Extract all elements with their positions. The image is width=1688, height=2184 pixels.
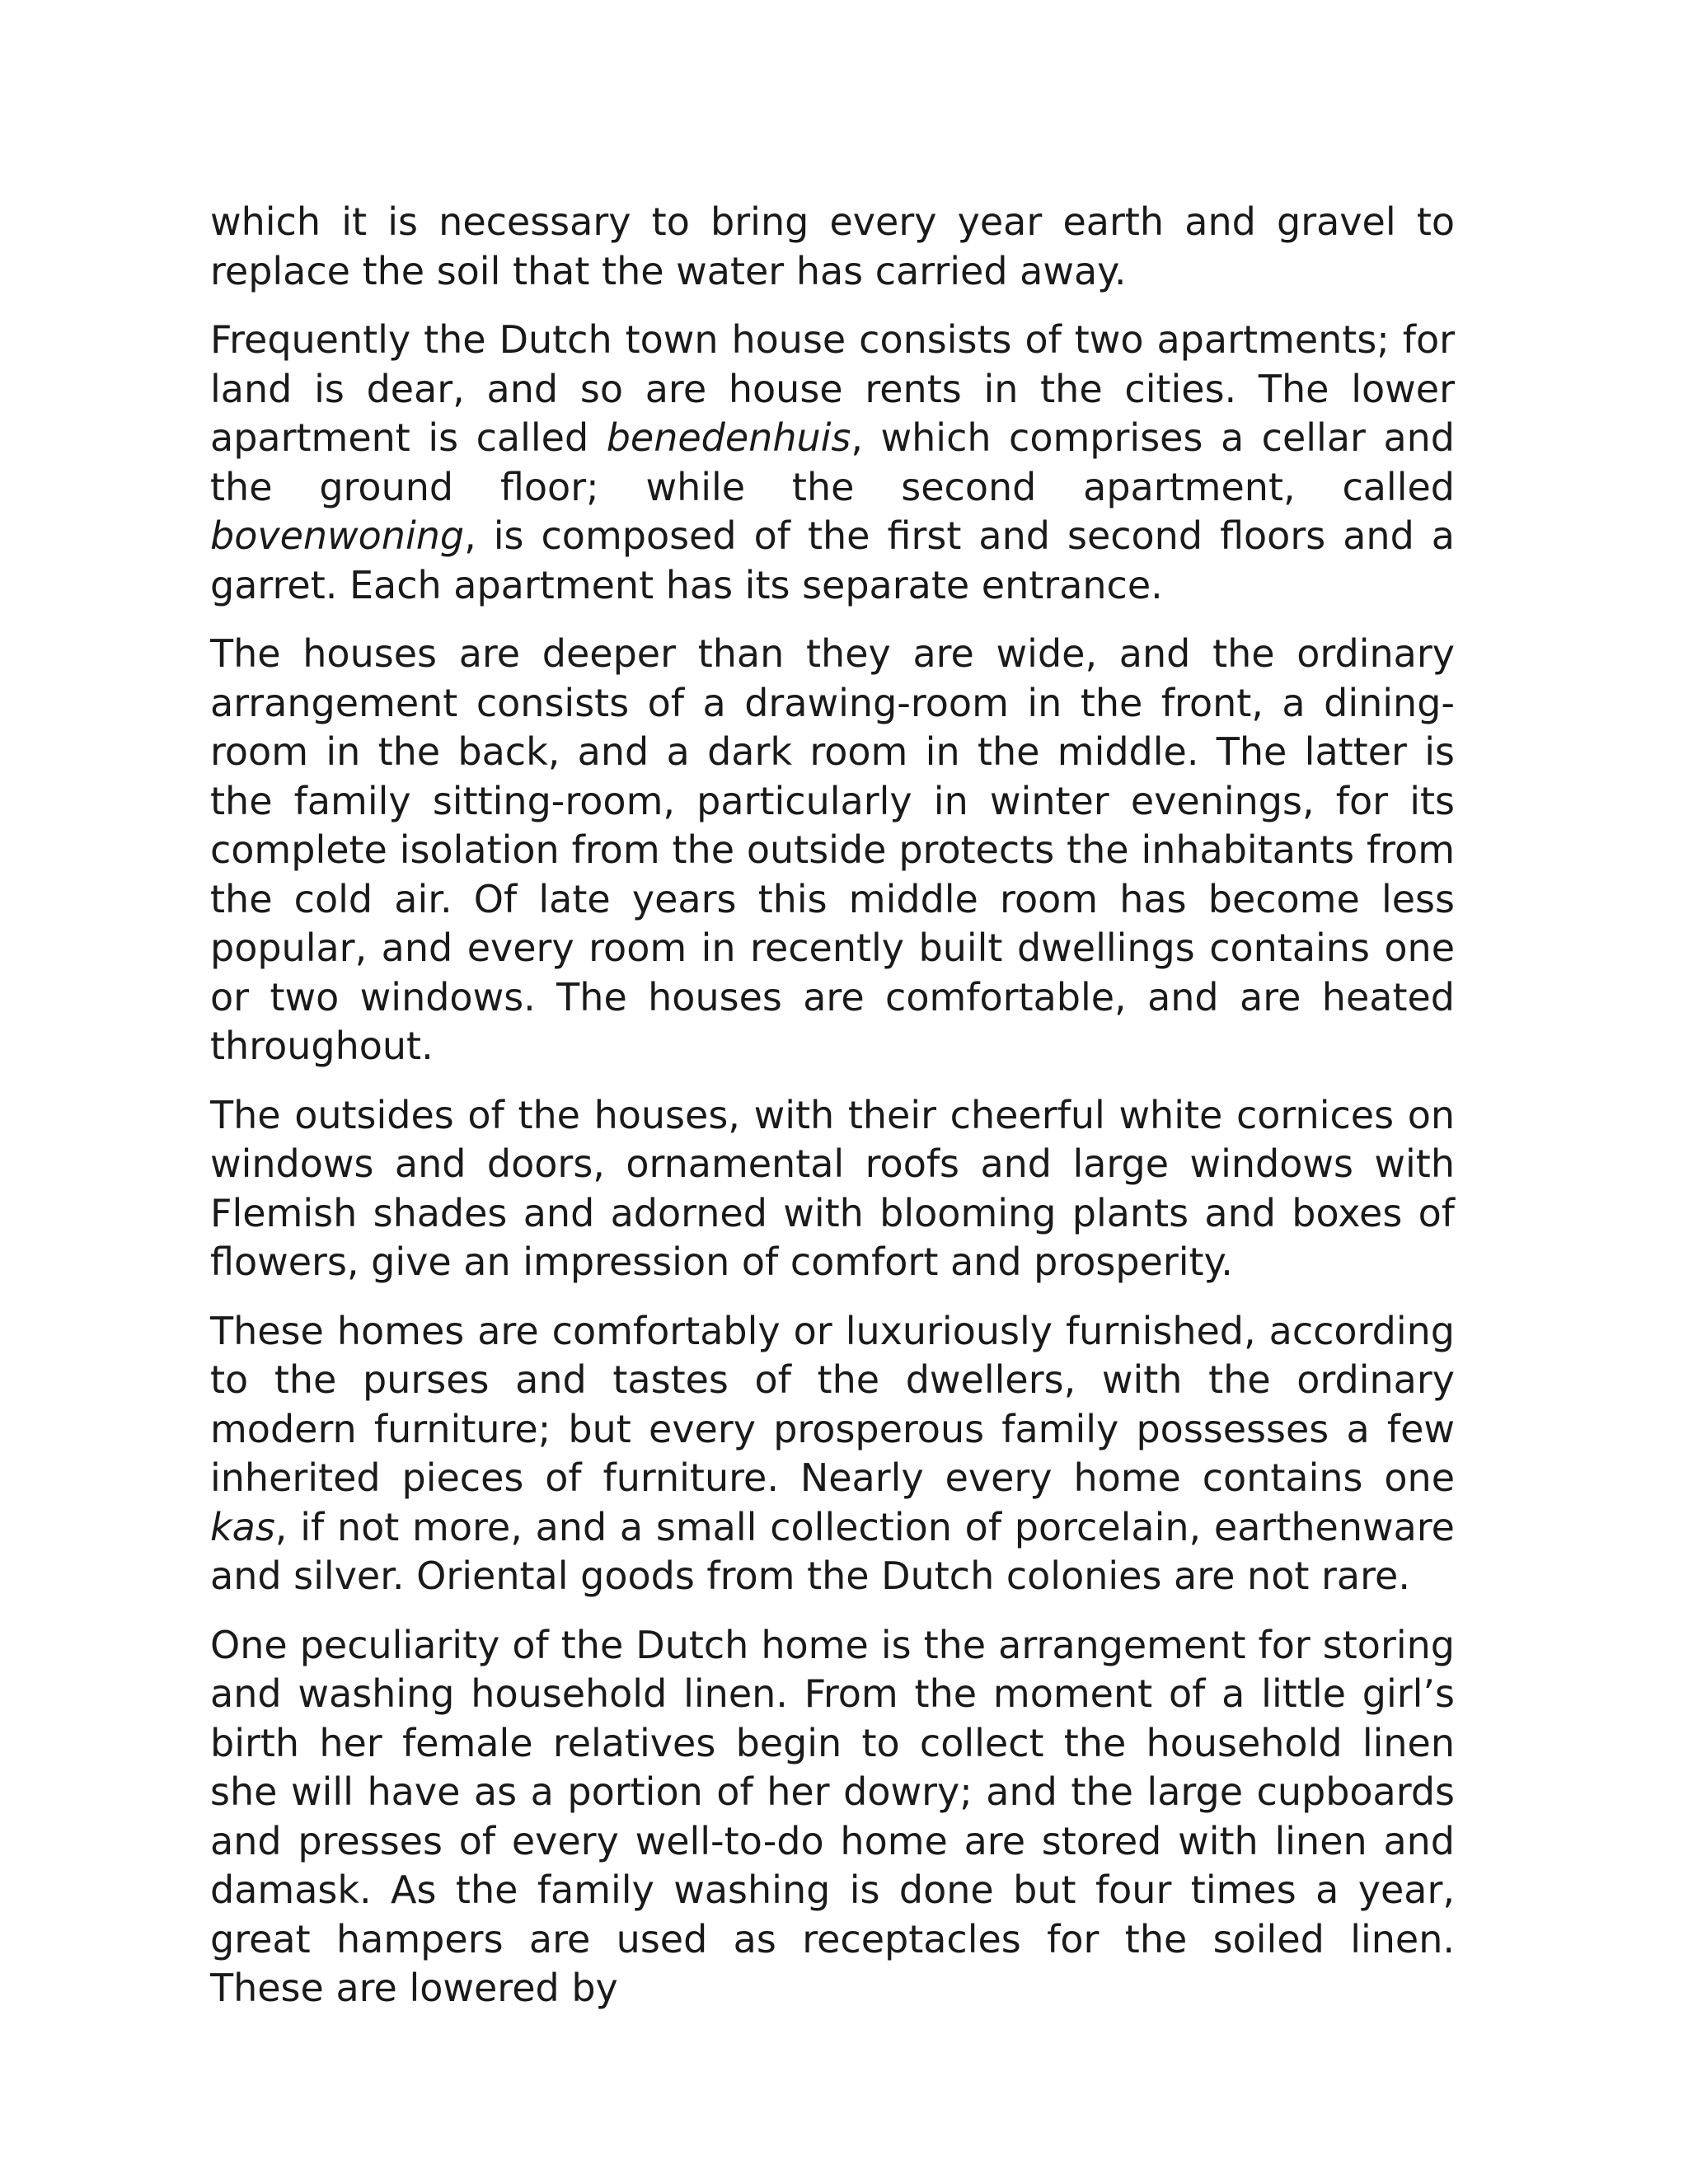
body-text	[210, 198, 1455, 2033]
paragraph-text: , if not more, and a small collection of porcelain, earthenware and silver. Oriental goods from the Dutch colonies are not rare.	[210, 1504, 1455, 1598]
italic-term-kas: kas	[210, 1504, 275, 1549]
paragraph-text: which it is necessary to bring every year earth and gravel to replace the soil that the water has carried away.	[210, 199, 1455, 293]
paragraph-text: One peculiarity of the Dutch home is the arrangement for storing and washing household linen. From the moment of a little girl’s birth her female relatives begin to collect the household linen she will have as a portion of her dowry; and the large cupboards and presses of every well-to-do home are stored with linen and damask. As the family washing is done but four times a year, great hampers are used as receptacles for the soiled linen. These are lowered by	[210, 1622, 1455, 2010]
paragraph-text: The houses are deeper than they are wide, and the ordinary arrangement consists of a drawing-room in the front, a dining-room in the back, and a dark room in the middle. The latter is the family sitting-room, particularly in winter evenings, for its complete isolation from the outside protects the inhabitants from the cold air. Of late years this middle room has become less popular, and every room in recently built dwellings contains one or two windows. The houses are comfortable, and are heated throughout.	[210, 631, 1455, 1068]
paragraph-furnishings	[210, 1307, 1455, 1601]
paragraph-text: , is composed of the first and second floors and a garret. Each apartment has its separate entrance.	[210, 513, 1455, 607]
paragraph-text: The outsides of the houses, with their cheerful white cornices on windows and doors, ornamental roofs and large windows with Flemish shades and adorned with blooming plants and boxes of flowers, give an impression of comfort and prosperity.	[210, 1092, 1455, 1284]
paragraph-linen	[210, 1621, 1455, 2013]
paragraph-outsides	[210, 1091, 1455, 1287]
paragraph-soil	[210, 198, 1455, 296]
paragraph-text: These homes are comfortably or luxuriously furnished, according to the purses and tastes of the dwellers, with the ordinary modern furniture; but every prosperous family possesses a few inherited pieces of furniture. Nearly every home contains one	[210, 1308, 1455, 1500]
italic-term-bovenwoning: bovenwoning	[210, 513, 465, 558]
paragraph-text: Frequently the Dutch town house consists of two apartments; for land is dear, and so are house rents in the cities. The lower apartment is called	[210, 317, 1455, 460]
paragraph-rooms	[210, 630, 1455, 1071]
paragraph-apartments	[210, 316, 1455, 610]
paragraph-text: , which comprises a cellar and the ground floor; while the second apartment, called	[210, 415, 1455, 509]
italic-term-benedenhuis: benedenhuis	[606, 415, 851, 460]
